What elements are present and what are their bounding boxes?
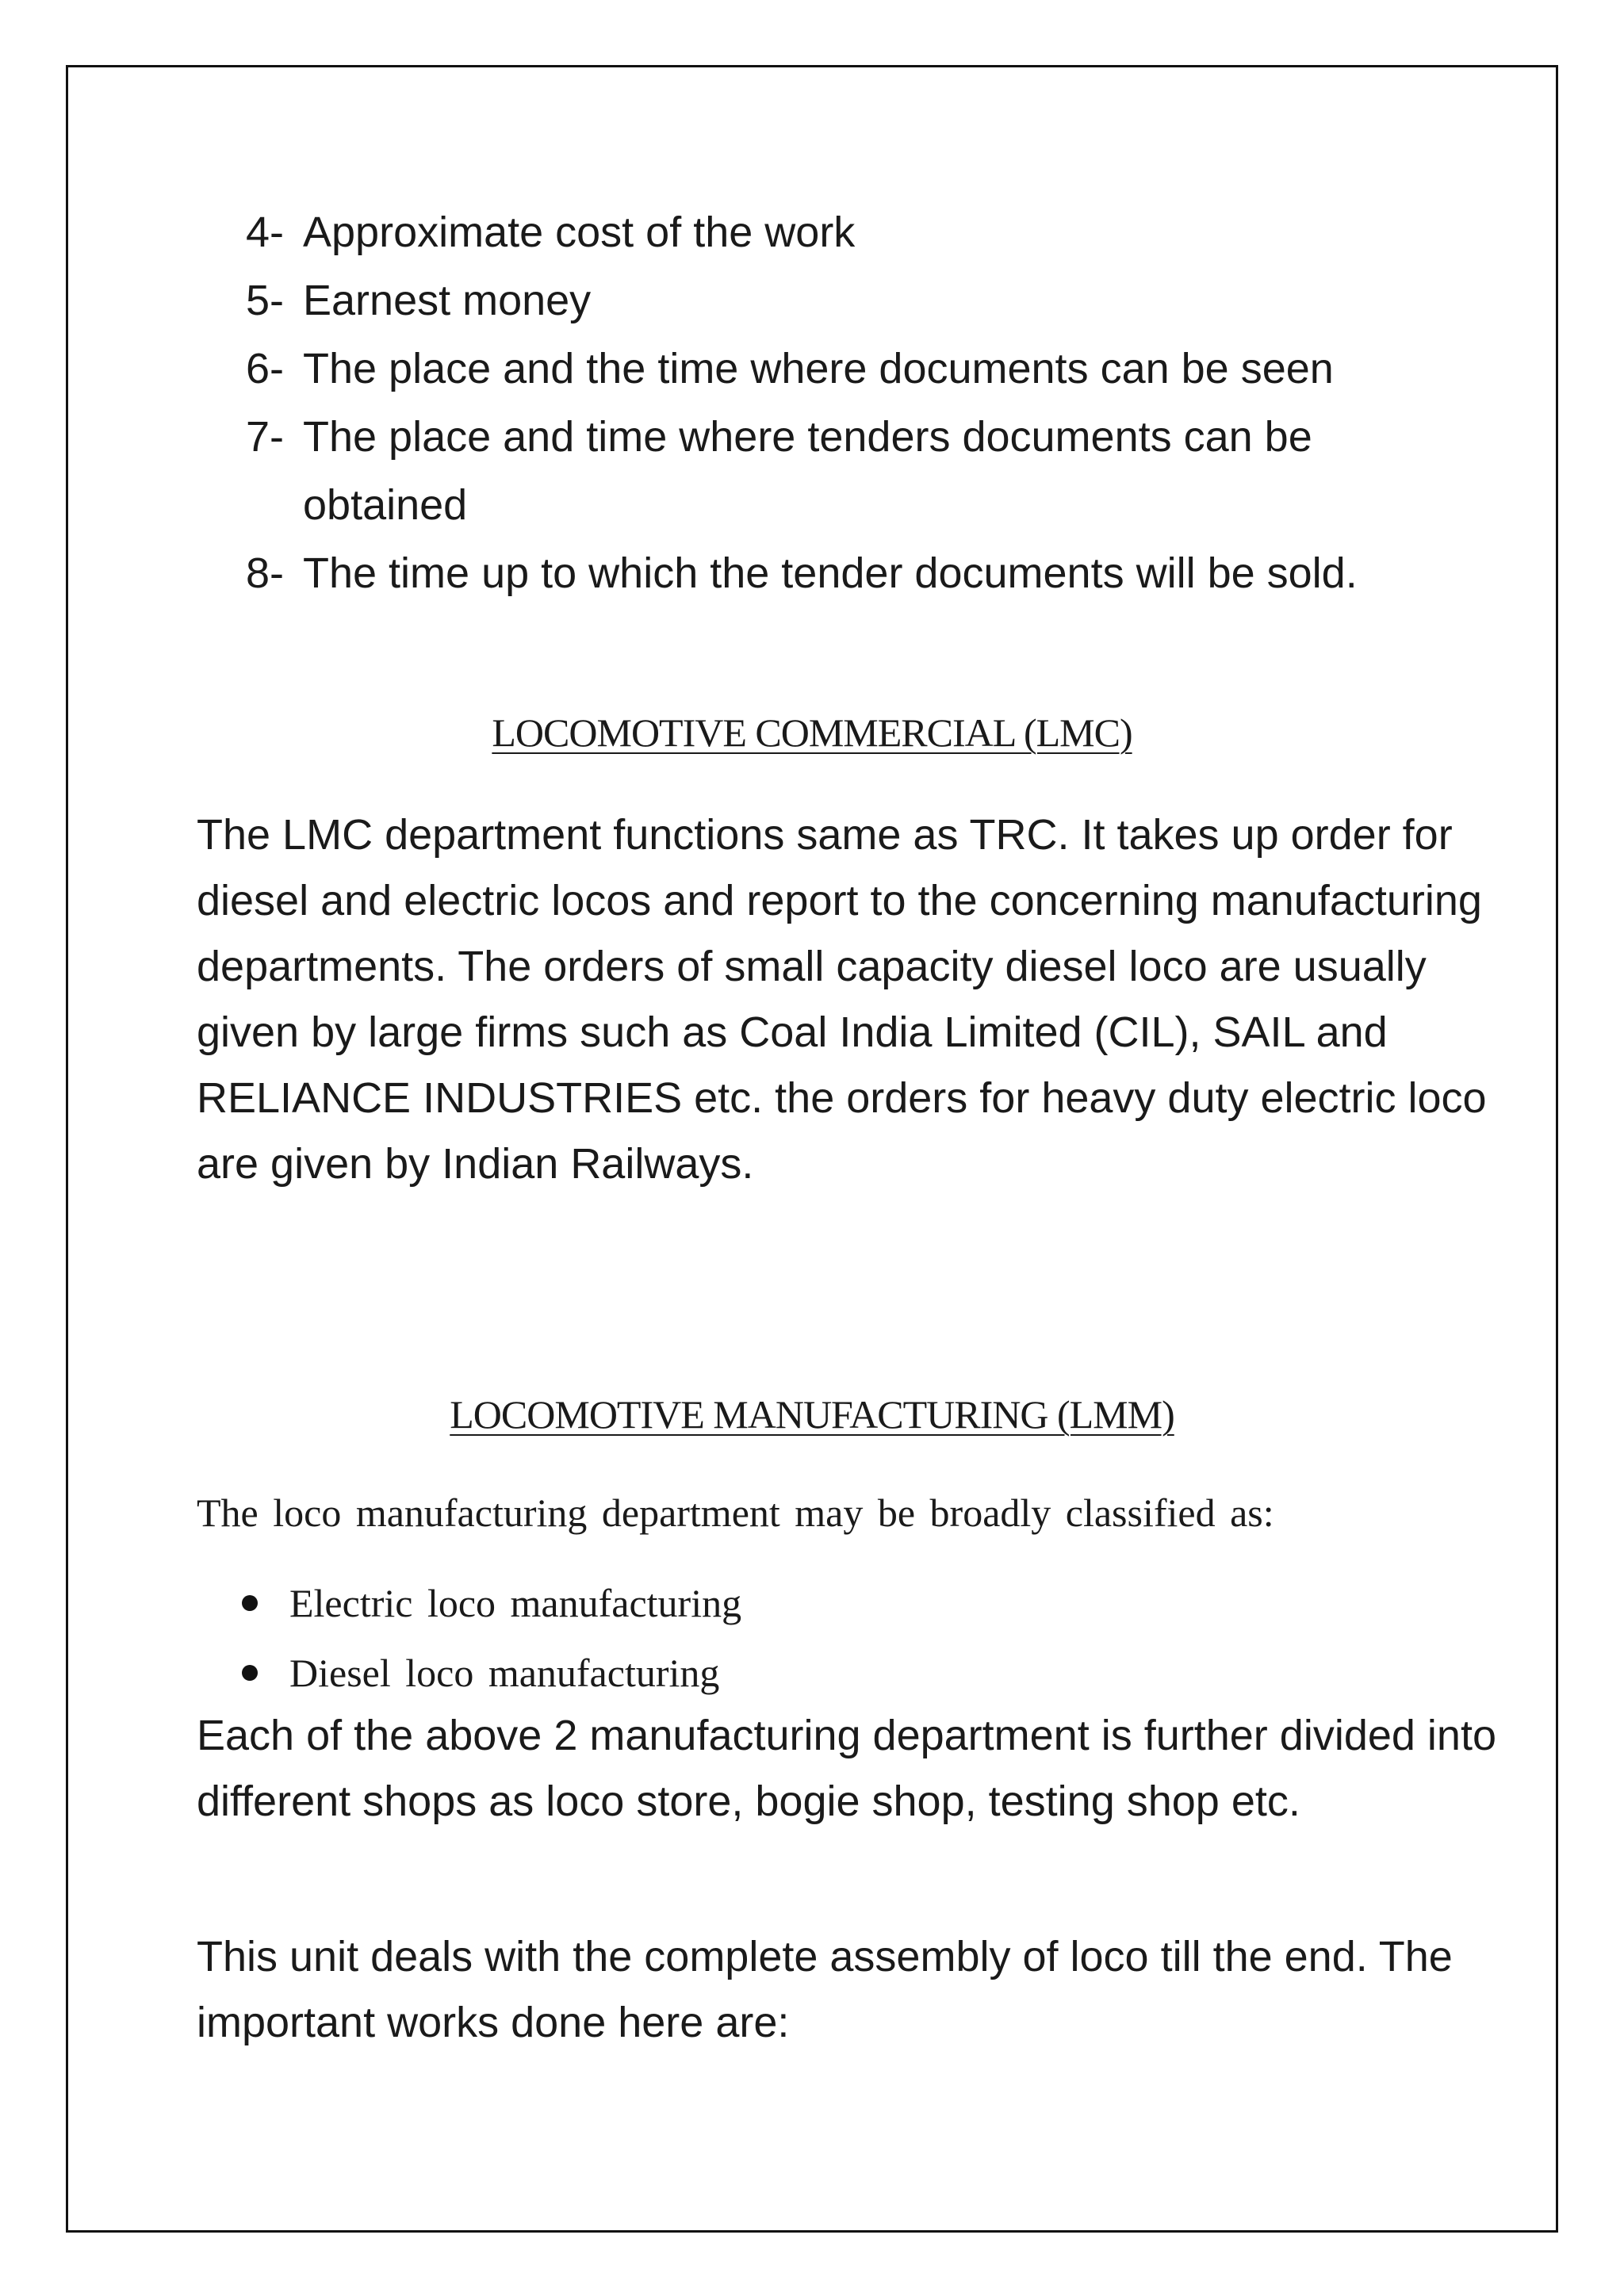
lmm-intro: The loco manufacturing department may be broadly classified as: (197, 1490, 1274, 1535)
list-item (246, 198, 1483, 266)
list-item (246, 266, 1483, 335)
list-item-text: The place and time where tenders documents can be obtained (303, 413, 1312, 529)
list-item-number: 4- (246, 209, 285, 256)
lmm-heading: LOCOMOTIVE MANUFACTURING (LMM) (450, 1392, 1174, 1437)
list-item-number: 7- (246, 413, 285, 461)
bullet-text: Electric loco manufacturing (289, 1581, 742, 1625)
list-item (246, 539, 1483, 607)
list-item-text: Earnest money (303, 277, 592, 324)
list-item-number: 8- (246, 549, 285, 597)
list-item-text: The place and the time where documents can be seen (303, 345, 1334, 392)
lmc-paragraph: The LMC department functions same as TRC. It takes up order for diesel and electric locos and report to the concerning manufacturing departments. The orders of small capacity diesel loco are usually given by large firms such as Coal India Limited (CIL), SAIL and RELIANCE INDUSTRIES etc. the orders for heavy duty electric loco are given by Indian Railways. (197, 811, 1487, 1188)
list-item-number: 5- (246, 277, 285, 324)
list-item-text: The time up to which the tender documents will be sold. (303, 549, 1358, 597)
numbered-list (246, 198, 1483, 607)
list-item-text: Approximate cost of the work (303, 209, 856, 256)
lmm-shops-paragraph: Each of the above 2 manufacturing department is further divided into different shops as loco store, bogie shop, testing shop etc. (197, 1712, 1496, 1825)
bullet-list (242, 1568, 741, 1708)
list-item (246, 403, 1483, 539)
bullet-icon (242, 1665, 258, 1681)
bullet-icon (242, 1595, 258, 1611)
bullet-text: Diesel loco manufacturing (289, 1651, 720, 1695)
list-item-number: 6- (246, 345, 285, 392)
bullet-item (242, 1638, 741, 1708)
lmc-heading: LOCOMOTIVE COMMERCIAL (LMC) (492, 710, 1132, 755)
lmm-unit-paragraph: This unit deals with the complete assembly of loco till the end. The important works done here are: (197, 1933, 1453, 2046)
bullet-item (242, 1568, 741, 1638)
list-item (246, 335, 1483, 403)
